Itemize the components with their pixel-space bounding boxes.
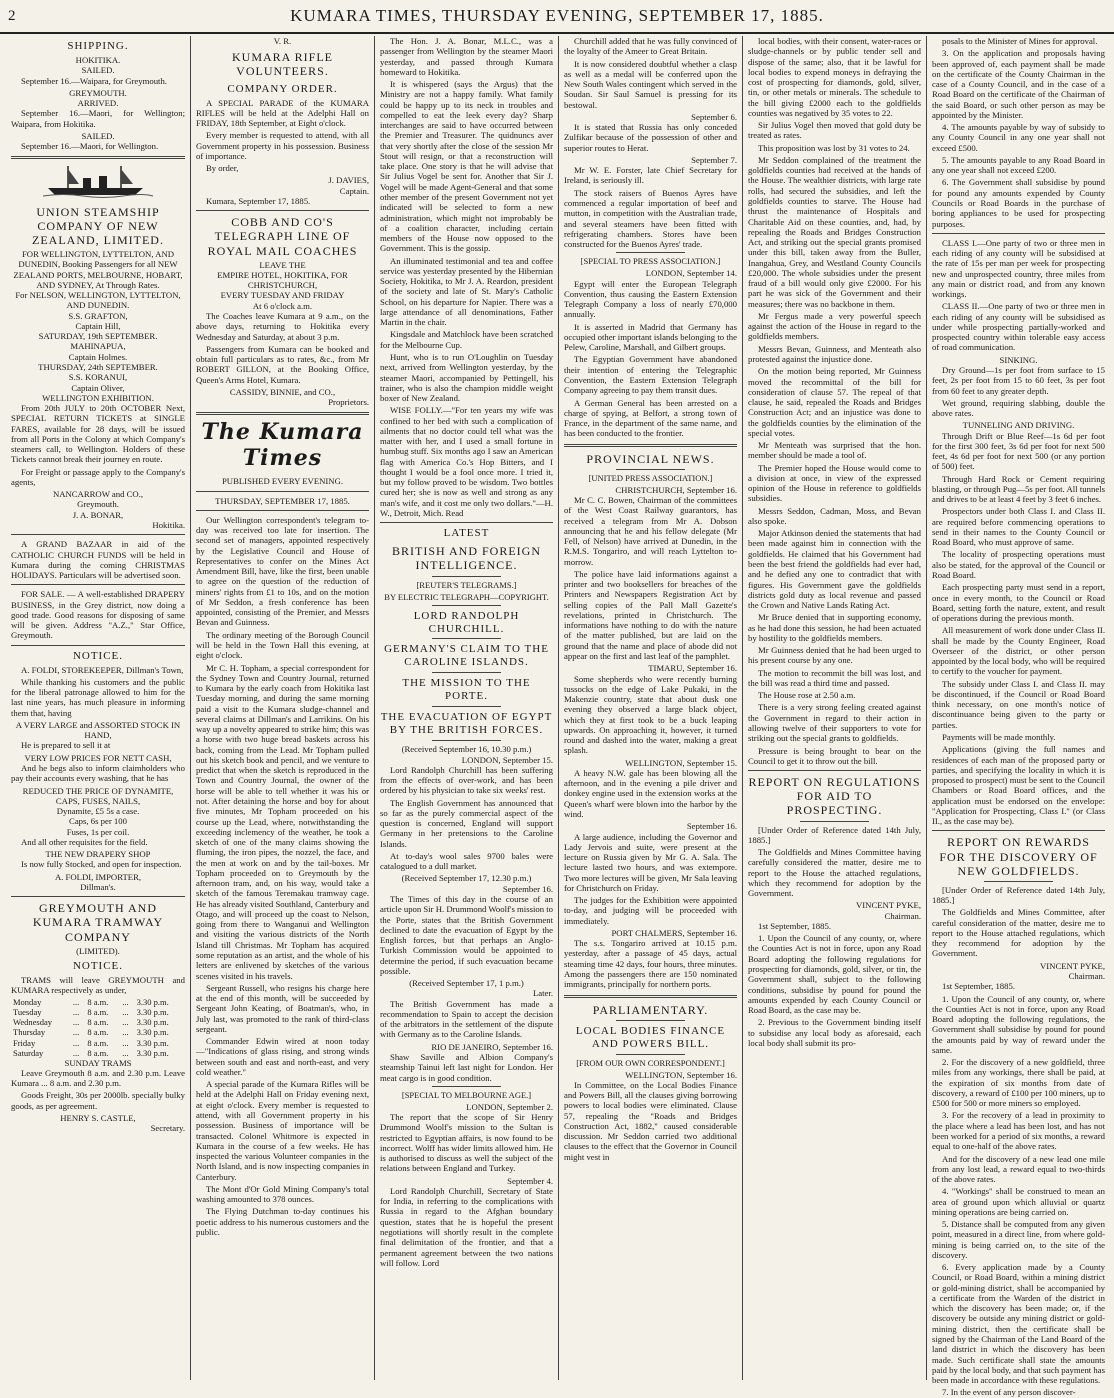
text-block: Every member is requested to attend, with all Government property in his possession. Business of importance. — [196, 130, 369, 161]
text-block: RIO DE JANEIRO, September 16. — [431, 1041, 553, 1052]
text-block: VERY LOW PRICES FOR NETT CASH, — [24, 752, 172, 763]
columns — [6, 36, 1110, 1398]
text-block: THURSDAY, SEPTEMBER 17, 1885. — [215, 495, 350, 506]
divider — [196, 510, 369, 511]
column-6 — [926, 36, 1110, 1398]
timetable-cell: ... — [122, 1017, 129, 1028]
divider — [616, 1054, 685, 1055]
text-block: Hunt, who is to run O'Loughlin on Tuesday next, arrived from Wellington yesterday, by the steamer Maori, accompanied by Pettingell, his trainer, who is also the champion middle weight boxer of New Zealand. — [380, 351, 553, 404]
timetable-cell: 8 a.m. — [87, 997, 109, 1008]
text-block: Prospectors under both Class I. and Class II. are required before commencing operations to send in their names to the County Council or Road Board, who must approve of same. — [932, 506, 1105, 548]
text-block: This proposition was lost by 31 votes to 24. — [758, 142, 910, 153]
text-block: Later. — [532, 988, 553, 999]
text-block: September 16.—Waipara, for Greymouth. — [21, 75, 167, 86]
timetable-cell: ... — [122, 1047, 129, 1058]
text-block: September 16. — [686, 821, 737, 832]
text-block: CLASS II.—One party of two or three men in each riding of any county will be subsidised as under while prospecting partially-worked and prospected country within tolerable easy access of road communication. — [932, 301, 1105, 353]
text-block: REDUCED THE PRICE OF DYNAMITE, CAPS, FUSES, NAILS, — [22, 785, 174, 806]
divider — [564, 995, 737, 998]
text-block: The Mont d'Or Gold Mining Company's total washing amounted to 378 ounces. — [196, 1183, 369, 1205]
text-block: From 20th JULY to 20th OCTOBER Next, SPECIAL RETURN TICKETS at SINGLE FARES, available for 28 days, will be issued from all Ports in the Colony at which Company's steamers call, to Wellington. Holders of these Tickets cannot break their journey en route. — [11, 403, 185, 465]
column-3 — [374, 36, 558, 1380]
text-block: 4. "Workings" shall be construed to mean an area of ground upon which alluvial or quartz mining operations are being carried on. — [932, 1186, 1105, 1217]
timetable-cell: 3.30 p.m. — [136, 1027, 169, 1038]
text-block: While thanking his customers and the public for the liberal patronage allowed to him for the last nine years, has much pleasure in informing them that, having — [11, 676, 185, 718]
text-block: SAILED. — [81, 130, 115, 141]
text-block: HOKITIKA. — [75, 54, 121, 65]
text-block: Hokitika. — [152, 520, 185, 530]
text-block: A SPECIAL PARADE of the KUMARA RIFLES will be held at the Adelphi Hall on FRIDAY, 18th September, at Eight o'clock. — [196, 97, 369, 129]
text-block: Passengers from Kumara can be booked and obtain full particulars as to rates, &c., from Mr ROBERT GILLON, at the Booking Office, Queen's Arms Hotel, Kumara. — [196, 343, 369, 385]
text-block: Mr Seddon complained of the treatment the goldfields counties had received at the hands of the House. The wealthier districts, with large rate rolls, had secured the subsidies, and left the goldfields counties to starve. The House had thrust the maintenance of Hospitals and Charitable Aid on these counties, and, had, by repealing the Roads and Bridges Construction Act, and striking out the special grants promised under this bill, taken away from the Buller, Inangahua, Grey, and Westland County Councils £20,000. The whole subsidies under the present fraud of a bill would only give £2000. For his part he was sick of the Government and their measures; there was no backbone in them. — [748, 154, 921, 309]
text-block: A heavy N.W. gale has been blowing all the afternoon, and in the evening a pile driver and donkey engine used in the extension works at the Queen's wharf were blown into the harbor by the wind. — [564, 767, 737, 819]
section-heading: LORD RANDOLPH CHURCHILL. — [413, 609, 520, 635]
headline: PARLIAMENTARY. — [592, 1002, 709, 1017]
column-4 — [558, 36, 742, 1380]
text-block: It is asserted in Madrid that Germany has occupied other important islands belonging to the Pelew, Caroline, Marshall, and Gilbert groups. — [564, 321, 737, 353]
text-block: Caps, 6s per 100 — [69, 816, 127, 827]
text-block: The judges for the Exhibition were appointed to-day, and judging will be proceeded with immediately. — [564, 895, 737, 926]
text-block: WELLINGTON, September 16. — [625, 1069, 737, 1080]
text-block: The motion to recommit the bill was lost, and the bill was read a third time and passed. — [748, 667, 921, 688]
text-block: Dillman's. — [80, 881, 116, 892]
text-block: Greymouth. — [77, 499, 119, 510]
text-block: Captain Hill, — [75, 320, 121, 331]
text-block: FOR SALE. — A well-established DRAPERY BUSINESS, in the Grey district, now doing a good trade. Good reasons for disposing of same will be given. Address "A.Z.," Star Office, Greymouth. — [11, 589, 185, 641]
text-block: It is whispered (says the Argus) that the Ministry are not a happy family. What family could be happy up to its neck in troubles and compelled to eat the leek every day? Sharp interchanges are said to have occurred between the Premier and Treasurer. The quidnuncs aver that very shortly after the close of the session Mr Stout will resign, or that a reconstruction will take place. One story is that he will advise that Sir Julius Vogel be sent for. Another that Sir J. Vogel will be made Agent-General and that some other member of the present Government not yet indicated will be selected to form a new administration, which might not improbably be of a coalition character, including certain members of the House now opposed to the Government. This is the gossip. — [380, 79, 553, 254]
text-block: (Received September 16, 10.30 p.m.) — [401, 744, 532, 755]
text-block: ARRIVED. — [77, 98, 119, 109]
text-block: WELLINGTON EXHIBITION. — [42, 392, 154, 403]
text-block: September 16.—Maori, for Wellington. — [21, 141, 159, 152]
timetable-cell: ... — [122, 1037, 129, 1048]
text-block: TUNNELING AND DRIVING. — [962, 420, 1075, 431]
headline: KUMARA RIFLE VOLUNTEERS. — [231, 50, 333, 79]
text-block: The Hon. J. A. Bonar, M.L.C., was a passenger from Wellington by the steamer Maori yesterday, and passed through Kumara homeward to Hokitika. — [380, 36, 553, 77]
timetable-row — [11, 1048, 185, 1058]
text-block: TRAMS will leave GREYMOUTH and KUMARA respectively as under, — [11, 974, 185, 996]
text-block: 1. Upon the Council of any county, or, where the Counties Act is not in force, upon any Road Board adopting the following regulations for prospecting for diamonds, gold, silver, or tin, the Government shall, subject to the following conditions, subsidise by pound for pound the amounts expended by each County Council or Road Board, as the case may be. — [748, 933, 921, 1016]
text-block: NANCARROW and CO., — [52, 489, 144, 500]
headline: BRITISH AND FOREIGN INTELLIGENCE. — [391, 544, 541, 573]
timetable-row — [11, 1017, 185, 1027]
text-block: WELLINGTON, September 15. — [625, 757, 737, 768]
headline: REPORT ON REGULATIONS FOR AID TO PROSPECTING. — [748, 775, 921, 818]
text-block: Lord Randolph Churchill has been suffering from the effects of over-work, and has been ordered by his physician to take six weeks' rest. — [380, 764, 553, 796]
section-heading: NOTICE. — [72, 959, 124, 972]
timetable-row — [11, 1007, 185, 1017]
source-line: [SPECIAL TO PRESS ASSOCIATION.] — [580, 256, 721, 267]
headline: GREYMOUTH AND KUMARA TRAMWAY COMPANY — [32, 901, 164, 944]
timetable-cell: ... — [72, 997, 80, 1008]
text-block: Captain Holmes. — [68, 351, 128, 362]
headline: COBB AND CO'S TELEGRAPH LINE OF ROYAL MAIL COACHES — [207, 215, 358, 258]
text-block: Major Atkinson denied the statements that had been made against him in connection with the goldfields. He claimed that his Government had been the best friend the goldfields had ever had, and he defied any one to contradict that with figures. His Government gave the goldfields districts gold duty as local revenue and passed the Crown and Native Lands Rating Act. — [748, 528, 921, 611]
text-block: 1st September, 1885. — [942, 981, 1016, 992]
timetable-row — [11, 997, 185, 1007]
timetable-cell: ... — [72, 1017, 80, 1028]
text-block: S.S. KORANUI, — [68, 372, 128, 383]
text-block: Secretary. — [150, 1123, 185, 1134]
text-block: 2. Previous to the Government binding itself to subsidise any local body as aforesaid, each local body shall submit its pro- — [748, 1017, 921, 1048]
text-block: (Received September 17, 1 p.m.) — [409, 978, 524, 989]
divider — [196, 210, 369, 211]
divider — [932, 233, 1105, 234]
text-block: Wet ground, requiring slabbing, double the above rates. — [932, 397, 1105, 419]
text-block: The locality of prospecting operations must also be stated, for the approval of the Council or Road Board. — [932, 549, 1105, 581]
timetable-cell: Friday — [13, 1037, 36, 1048]
divider — [564, 444, 737, 447]
text-block: The police have laid informations against a printer and two booksellers for breaches of the Printers and Newspapers Registration Act by selling copies of the Pall Mall Gazette's revelations, printed in Christchurch. The informations have nothing to do with the nature of the matter published, but are laid on the ground that the name and place of abode did not appear on the first and last leaf of the pamphlet. — [564, 568, 737, 661]
text-block: A VERY LARGE and ASSORTED STOCK IN HAND, — [15, 719, 181, 741]
text-block: Captain Oliver, — [71, 382, 125, 393]
text-block: 4. The amounts payable by way of subsidy to any County Council in any one year shall not exceed £500. — [932, 122, 1105, 153]
text-block: Messrs Bevan, Guinness, and Menteath also protested against the injustice done. — [748, 343, 921, 364]
section-heading: THE MISSION TO THE PORTE. — [402, 677, 531, 703]
text-block: 1. Upon the Council of any county, or, where the Counties Act is not in force, upon any Road Board adopting the following regulations, the Government shall subsidise by pound for pound the amounts paid by way of reward under the same. — [932, 993, 1105, 1055]
text-block: V. R. — [273, 36, 292, 46]
text-block: It is now considered doubtful whether a clasp as well as a medal will be conferred upon the New South Wales contingent which served in the Soudan. Sir Saul Samuel is pressing for its bestowal. — [564, 58, 737, 110]
divider — [616, 469, 685, 470]
timetable-cell: 3.30 p.m. — [136, 997, 169, 1008]
column-1 — [6, 36, 190, 1380]
timetable-row — [11, 1027, 185, 1037]
timetable-cell: 8 a.m. — [87, 1017, 109, 1028]
text-block: Sergeant Russell, who resigns his charge here at the end of this month, will be succeeded by Sergeant John Keating, of Boatman's, who, in July last, was promoted to the rank of third-class sergeant. — [196, 982, 369, 1034]
section-heading: LOCAL BODIES FINANCE AND POWERS BILL. — [575, 1024, 726, 1050]
text-block: LEAVE THE — [259, 259, 306, 270]
text-block: Pressure is being brought to bear on the Council to get it to throw out the bill. — [748, 745, 921, 766]
text-block: Through Drift or Blue Reef—1s 6d per foot for the first 300 feet, 3s 6d per foot for next 500 feet, 4s 6d per foot for next 500 (or any portion of 500) feet. — [932, 430, 1105, 472]
text-block: For Freight or passage apply to the Company's agents, — [11, 466, 185, 487]
text-block: SINKING. — [999, 354, 1038, 365]
text-block: Chairman. — [1068, 970, 1105, 981]
text-block: Mr Guinness denied that he had been urged to his present course by any one. — [748, 645, 921, 666]
timetable-cell: Thursday — [13, 1027, 46, 1038]
divider — [748, 770, 921, 771]
text-block: 7. In the event of any person discover- — [942, 1387, 1076, 1398]
text-block: Payments will be made monthly. — [942, 732, 1056, 742]
divider — [432, 576, 501, 577]
text-block: 5. The amounts payable to any Road Board in any one year shall not exceed £200. — [932, 154, 1105, 176]
timetable-row — [11, 1038, 185, 1048]
timetable-cell: 3.30 p.m. — [136, 1007, 169, 1018]
text-block: It is stated that Russia has only conceded Zulfikar because of the possession of other and superior routes to Herat. — [564, 122, 737, 153]
text-block: LONDON, September 14. — [645, 268, 737, 279]
text-block: Leave Greymouth 8 a.m. and 2.30 p.m. Leave Kumara ... 8 a.m. and 2.30 p.m. — [11, 1067, 185, 1089]
text-block: The Goldfields and Mines Committee having carefully considered the matter, desire me to report to the House the attached regulations, which they recommend for adoption by the Government. — [748, 847, 921, 899]
text-block: J. DAVIES, — [328, 175, 369, 186]
text-block: SAILED. — [81, 65, 115, 76]
text-block: 5. Distance shall be computed from any given point, measured in a direct line, from where gold-mining is being carried on, to the site of the discovery. — [932, 1219, 1105, 1260]
divider — [432, 1086, 501, 1087]
text-block: Mr W. E. Forster, late Chief Secretary for Ireland, is seriously ill. — [564, 165, 737, 186]
text-block: Captain. — [339, 185, 369, 196]
text-block: S.S. GRAFTON, — [68, 310, 128, 321]
text-block: SUNDAY TRAMS — [64, 1057, 132, 1068]
text-block: Goods Freight, 30s per 2000lb. specially bulky goods, as per agreement. — [11, 1090, 185, 1111]
text-block: HENRY S. CASTLE, — [60, 1112, 136, 1123]
text-block: VINCENT PYKE, — [856, 900, 921, 911]
text-block: The stock raisers of Buenos Ayres have commenced a regular importation of beef and mutton, in competition with the Australian trade, and several steamers have been fitted with refrigerating chambers. Stores have been constructed for the Buenos Ayres' trade. — [564, 187, 737, 250]
text-block: Sir Julius Vogel then moved that gold duty be treated as rates. — [748, 120, 921, 141]
timetable-cell: ... — [72, 1007, 80, 1018]
divider — [616, 1020, 685, 1021]
text-block: Chairman. — [884, 910, 921, 921]
text-block: A GRAND BAZAAR in aid of the CATHOLIC CHURCH FUNDS will be held in Kumara during the coming CHRISTMAS HOLIDAYS. Particulars will be advertised soon. — [11, 539, 185, 581]
timetable-cell: Monday — [13, 997, 42, 1008]
timetable-cell: 3.30 p.m. — [136, 1047, 169, 1058]
text-block: All measurement of work done under Class II. shall be made by the County Engineer, Road Overseer of the district, or other person appointed by the local body, who will be required to certify to the voucher for payment. — [932, 625, 1105, 677]
text-block: The report that the scope of Sir Henry Drummond Woolf's mission to the Sultan is restricted to Egyptian affairs, is now found to be incorrect. Wolff has wider limits allowed him. He is authorised to discuss as well the subject of the relations between England and Turkey. — [380, 1112, 553, 1174]
text-block: At to-day's wool sales 9700 bales were catalogued to a dull market. — [380, 850, 553, 872]
text-block: EVERY TUESDAY AND FRIDAY — [220, 290, 345, 301]
text-block: A. FOLDI, STOREKEEPER, Dillman's Town, — [21, 664, 184, 675]
text-block: FOR WELLINGTON, LYTTELTON, AND DUNEDIN, Booking Passengers for all NEW ZEALAND PORTS, MELBOURNE, HOBART, AND SYDNEY, At Through Rates. — [13, 249, 183, 290]
text-block: Is now fully Stocked, and open for inspection. — [21, 859, 182, 870]
section-heading: COMPANY ORDER. — [227, 82, 338, 95]
text-block: The Goldfields and Mines Committee, after careful consideration of the matter, desire me to report to the House attached regulations, which they recommend for adoption by the Government. — [932, 907, 1105, 959]
text-block: The Premier hoped the House would come to a division at once, in view of the expressed opinion of the House in reference to goldfields subsidies. — [748, 462, 921, 504]
text-block: And all other requisites for the field. — [21, 836, 148, 847]
divider — [196, 491, 369, 492]
timetable-cell: Saturday — [13, 1047, 44, 1058]
text-block: And for the discovery of a new lead one mile from any lost lead, a reward equal to two-thirds of the above rates. — [932, 1153, 1105, 1185]
text-block: Dynamite, £5 5s a case. — [56, 806, 140, 817]
text-block: At 6 o'clock a.m. — [252, 300, 313, 311]
text-block: PORT CHALMERS, September 16. — [611, 927, 737, 938]
text-block: MAHINAPUA, — [70, 341, 126, 352]
text-block: The House rose at 2.50 a.m. — [758, 690, 856, 701]
text-block: WISE FOLLY.—"For ten years my wife was confined to her bed with such a complication of ailments that no doctor could tell what was the matter with her, and I used a small fortune in humbug stuff. Six months ago I saw an American flag with America Co.'s Hop Bitters, and I thought I would be a fool once more. I tried it, but my follow proved to be wisdom. Two bottles cured her; she is now as well and strong as any man's wife, and it cost me only two dollars."—H. W., Detroit, Mich. Read — [380, 405, 553, 518]
text-block: Mr Bruce denied that in supporting economy, as he had done this session, he had been actuated by hostility to the goldfields members. — [748, 612, 921, 643]
timetable-cell: ... — [72, 1027, 80, 1038]
column-5 — [742, 36, 926, 1380]
text-block: [Under Order of Reference dated 14th July, 1885.] — [748, 824, 921, 845]
timetable-cell: 3.30 p.m. — [136, 1017, 169, 1028]
text-block: Shaw Saville and Albion Company's steamship Tainui left last night for London. Her meat cargo is in good condition. — [380, 1051, 553, 1083]
text-block: A German General has been arrested on a charge of spying, at Belfort, a strong town of France, in the department of the same name, and has been conducted to the frontier. — [564, 397, 737, 439]
text-block: LONDON, September 2. — [466, 1101, 553, 1112]
text-block: Messrs Seddon, Cadman, Moss, and Bevan also spoke. — [748, 505, 921, 526]
divider — [432, 706, 501, 707]
text-block: VINCENT PYKE, — [1040, 960, 1105, 971]
text-block: 2. For the discovery of a new goldfield, three miles from any workings, there shall be paid, at the expiration of six months from date of discovery, a reward of £100 per 100 miners, up to £500 for 500 or more miners so employed. — [932, 1057, 1105, 1109]
divider — [11, 534, 185, 535]
divider — [932, 830, 1105, 831]
text-block: PUBLISHED EVERY EVENING. — [221, 476, 344, 487]
text-block: September 6. — [691, 111, 737, 122]
headline: PROVINCIAL NEWS. — [586, 451, 715, 466]
headline: REPORT ON REWARDS FOR THE DISCOVERY OF NEW GOLDFIELDS. — [939, 835, 1098, 878]
text-block: 6. Every application made by a County Council, or Road Board, within a mining district or gold-mining district, shall be accompanied by a certificate from the Warden of the district in which the discovery has been made; or, if the discovery be outside any mining district or gold-mining district, then the certificate shall be signed by the Chairman of the Land Board of the land district in which the discovery has been made. Such certificate shall state the amounts paid by the local body, and that such payment has been made in accordance with these regulations. — [932, 1262, 1105, 1386]
newspaper-nameplate: The Kumara Times — [201, 419, 364, 472]
timetable-cell: 8 a.m. — [87, 1037, 109, 1048]
text-block: September 16. — [502, 883, 553, 894]
divider — [432, 605, 501, 606]
section-heading: NOTICE. — [72, 649, 124, 662]
text-block: 3. For the recovery of a lead in proximity to the place where a lead has been lost, and has not been worked for a period of six months, a reward equal to one-half of the above rates. — [932, 1110, 1105, 1152]
text-block: Mr Fergus made a very powerful speech against the action of the House in regard to the goldfields members. — [748, 310, 921, 342]
text-block: The English Government has announced that so far as the purely commercial aspect of the question is concerned, England will support Germany in her pretensions to the Caroline Islands. — [380, 797, 553, 849]
source-line: [UNITED PRESS ASSOCIATION.] — [588, 472, 713, 483]
headline: UNION STEAMSHIP COMPANY OF NEW ZEALAND, LIMITED. — [32, 204, 164, 247]
text-block: LONDON, September 15. — [461, 754, 553, 765]
divider — [196, 412, 369, 415]
text-block: A. FOLDI, IMPORTER, — [54, 871, 142, 882]
text-block: CHRISTCHURCH, September 16. — [615, 484, 737, 495]
divider — [616, 252, 685, 253]
timetable-cell: Wednesday — [13, 1017, 52, 1028]
text-block: There is a very strong feeling created against the Government in regard to their action in allowing twelve of their supporters to vote for striking out the special grants to goldfields. — [748, 702, 921, 744]
text-block: Our Wellington correspondent's telegram to-day was received too late for insertion. The second set of managers, appointed respectively by the Legislative Council and House of Representatives to confer on the Mines Act Amendment Bill, have, like the first, been unable to agree on the question of the reduction of miners' rights from £1 to 10s, and on the motion of Mr Seddon, a fresh conference has been appointed, consisting of the Premier, and Messrs Bevan and Guinness. — [196, 514, 369, 628]
text-block: The British Government has made a recommendation to Spain to accept the decision of the arbitrators in the settlement of the dispute with Germany as to the Caroline Islands. — [380, 998, 553, 1040]
text-block: September 7. — [691, 154, 737, 165]
text-block: J. A. BONAR, — [72, 509, 124, 520]
text-block: For NELSON, WELLINGTON, LYTTELTON, AND DUNEDIN. — [15, 290, 181, 311]
text-block: The ordinary meeting of the Borough Council will be held in the Town Hall this evening, at eight o'clock. — [196, 629, 369, 661]
text-block: Through Hard Rock or Cement requiring blasting, or through Pug—5s per foot. All tunnels and drives to be at least 4 feet by 3 feet 6 inches. — [932, 473, 1105, 505]
timetable-cell: ... — [72, 1037, 80, 1048]
divider — [11, 156, 185, 159]
section-heading: GERMANY'S CLAIM TO THE CAROLINE ISLANDS. — [384, 643, 549, 669]
text-block: An illuminated testimonial and tea and coffee service was yesterday presented by the Hibernian Society, Hokitika, to Mr J. A. Reardon, president of the society and late of St. Mary's Catholic School, on his departure for Napier. There was a large attendance of all denominations, Father Martin in the chair. — [380, 255, 553, 328]
timetable-cell: ... — [122, 1007, 129, 1018]
timetable-cell: 3.30 p.m. — [136, 1037, 169, 1048]
divider — [800, 821, 869, 822]
timetable-cell: Tuesday — [13, 1007, 42, 1018]
text-block: 6. The Government shall subsidise by pound for pound any amounts expended by County Councils or Road Boards in the purchase of boring appliances to be used for prospecting purposes. — [932, 177, 1105, 229]
text-block: THURSDAY, 24th SEPTEMBER. — [38, 362, 158, 373]
masthead — [0, 6, 1114, 34]
steamship-illustration — [11, 164, 185, 200]
divider — [432, 740, 501, 741]
text-block: Proprietors. — [328, 397, 369, 408]
source-line: [SPECIAL TO MELBOURNE AGE.] — [401, 1089, 532, 1100]
divider — [11, 645, 185, 646]
text-block: The Coaches leave Kumara at 9 a.m., on the above days, returning to Hokitika every Wednesday and Saturday, at about 3 p.m. — [196, 311, 369, 342]
text-block: Fuses, 1s per coil. — [66, 826, 130, 837]
text-block: (Received September 17, 12.30 p.m.) — [401, 873, 532, 884]
text-block: Mr C. H. Topham, a special correspondent for the Sydney Town and Country Journal, returned to Kumara by the early coach from Hokitika last Tuesday morning, and during the same morning paid a visit to the Kumara sludge-channel and several claims at Dillman's and Larrikins. On his way up a novelty appeared to strike him; this was a horse with two huge bread baskets across his back, coming from the Lead. Mr Topham pulled out his sketch book and pencil, and we venture to predict that when the sketch is reproduced in the Town and Country Journal, the owner of the horse will be able to tell whether it was his or not. After detaining the horse and boy for about five minutes, Mr Topham proceeded on his course up the Lead, where, notwithstanding the exceeding inclemency of the weather, he took a sketch of one of the many claims showing the fluming, the iron pipes, the nozzel, the face, and the men at work on and by the tail-boxes. Mr Topham proceeded on to Greymouth by the afternoon tram, and, on his way, would take a sketch of the famous Teremakau tramway cage. He has already visited Southland, Canterbury and Otago, and will proceed up the coast to Nelson, going from there to Wanganui and Wellington and visiting the various districts of the North Island till Christmas. Mr Topham has acquired some reputation as an artist, and the whole of his letters are enlivened by sketches of the various scenes visited in his travels. — [196, 662, 369, 981]
text-block: Some shepherds who were recently burning tussocks on the edge of Lake Pukaki, in the Makenzie country, state that about dusk one evening they observed a large black object, which they at first took to be a buck leaping upwards. On approaching it, however, it turned round and dashed into the water, making a great splash. — [564, 673, 737, 756]
text-block: A special parade of the Kumara Rifles will be held at the Adelphi Hall on Friday evening next, at eight o'clock. Every member is requested to attend, with all Government property in his possession. Business of importance will be transacted. Colonel Whitmore is expected in Kumara in the course of a few weeks. He has inspected the various Volunteer companies in the North Island, and is now inspecting companies in Canterbury. — [196, 1079, 369, 1182]
text-block: And he begs also to inform claimholders who pay their accounts every washing, that he has — [11, 763, 185, 784]
text-block: The Flying Dutchman to-day continues his poetic address to his numerous customers and the public. — [196, 1206, 369, 1237]
divider — [11, 584, 185, 585]
text-block: In Committee, on the Local Bodies Finance and Powers Bill, all the clauses giving borrowing powers to local bodies were eliminated. Clause 57, repealing the "Roads and Bridges Construction Act, 1882," caused considerable discussion. Mr Seddon carried two additional clauses to the effect that the Governor in Council might vest in — [564, 1079, 737, 1162]
section-heading: LATEST — [443, 527, 490, 540]
timetable-cell: ... — [72, 1047, 80, 1058]
text-block: local bodies, with their consent, water-races or sludge-channels or by public tender sell and dispose of the same; also, that it be lawful for local bodies to expend moneys in defraying the cost of prospecting for diamonds, gold, silver, tin, or other metals or minerals. The schedule to the bill giving £2000 each to the goldfields counties was negatived by 35 votes to 22. — [748, 36, 921, 118]
text-block: The subsidy under Class I. and Class II. may be discontinued, if the Council or Road Board think necessary, on one month's notice of discontinuance being given to the party or parties. — [932, 678, 1105, 730]
text-block: The Egyptian Government have abandoned their intention of entering the Telegraphic Convention, the Eastern Extension Telegraph Company agreeing to pay them transit dues. — [564, 354, 737, 396]
text-block: GREYMOUTH. — [69, 87, 127, 98]
text-block: September 16.—Maori, for Wellington; Waipara, from Hokitika. — [11, 108, 185, 129]
text-block: On the motion being reported, Mr Guinness moved the recommittal of the bill for consideration of clause 57. The repeal of that clause, he said, repealed the Roads and Bridges Construction Act; and an injustice was done to the goldfields counties by the elimination of the special votes. — [748, 366, 921, 438]
text-block: 1st September, 1885. — [758, 920, 832, 931]
text-block: Each prospecting party must send in a report, once in every month, to the Council or Road Board, setting forth the nature, extent, and result of operations during the previous month. — [932, 582, 1105, 624]
text-block: THE NEW DRAPERY SHOP — [45, 849, 151, 860]
text-block: Dry Ground—1s per foot from surface to 15 feet, 2s per foot from 15 to 60 feet, 3s per foot from 60 feet to any greater depth. — [932, 364, 1105, 396]
text-block: [Under Order of Reference dated 14th July, 1885.] — [932, 884, 1105, 906]
text-block: (LIMITED). — [76, 945, 120, 956]
divider — [11, 896, 185, 897]
newspaper-title: KUMARA TIMES, THURSDAY EVENING, SEPTEMBER 17, 1885. — [290, 6, 824, 25]
text-block: Lord Randolph Churchill, Secretary of State for India, in referring to the complications with Russia in regard to the Afghan boundary question, states that he is hopeful the present negotiations will shortly result in the complete final delimitation of the frontier, and that a permanent agreement between the two nations will follow. Lord — [380, 1185, 553, 1268]
timetable-cell: ... — [122, 1027, 129, 1038]
text-block: He is prepared to sell it at — [21, 740, 111, 751]
source-line: BY ELECTRIC TELEGRAPH—COPYRIGHT. — [384, 591, 549, 602]
text-block: CASSIDY, BINNIE, and CO., — [229, 386, 336, 397]
text-block: Mr C. C. Bowen, Chairman of the committees of the West Coast Railway guarantors, has received a telegram from Mr A. Dobson announcing that he and his fellow delegate (Mr Fell, of Nelson) have arrived at Dunedin, in the R.M.S. Tongariro, and will reach Lyttelton to-morrow. — [564, 495, 737, 567]
text-block: Egypt will enter the European Telegraph Convention, thus causing the Eastern Extension Telegraph Company a loss of nearly £70,000 annually. — [564, 278, 737, 320]
source-line: [REUTER'S TELEGRAMS.] — [416, 579, 517, 590]
text-block: Applications (giving the full names and residences of each man of the proposed party or parties, and specifying the locality in which it is proposed to prospect) must be sent to the Council Chambers or Road Board offices, and the application must be endorsed on the envelope: "Application for Prospecting, Class I." (or Class II., as the case may be). — [932, 744, 1105, 827]
source-line: [FROM OUR OWN CORRESPONDENT.] — [576, 1057, 725, 1068]
text-block: September 4. — [507, 1175, 553, 1186]
section-heading: SHIPPING. — [67, 40, 129, 52]
text-block: Kumara, September 17, 1885. — [206, 195, 311, 206]
timetable-cell: 8 a.m. — [87, 1047, 109, 1058]
column-2 — [190, 36, 374, 1380]
text-block: The s.s. Tongariro arrived at 10.15 p.m. yesterday, after a passage of 45 days, actual steaming time 42 days, four hours, three minutes. Among the passengers there are 150 nominated immigrants, principally for northern ports. — [564, 938, 737, 990]
text-block: The Times of this day in the course of an article upon Sir H. Drummond Woolf's mission to the Porte, states that the British Government declined to date the evacuation of Egypt by the English forces, but that perhaps an Anglo-Turkish Commission would be appointed to determine the period, if such evacuation became possible. — [380, 894, 553, 976]
text-block: By order, — [206, 163, 239, 174]
divider — [380, 522, 553, 523]
text-block: SATURDAY, 19th SEPTEMBER. — [38, 331, 158, 342]
text-block: Churchill added that he was fully convinced of the loyalty of the Ameer to Great Britain. — [564, 36, 737, 57]
text-block: EMPIRE HOTEL, HOKITIKA, FOR CHRISTCHURCH, — [217, 269, 348, 291]
text-block: TIMARU, September 16. — [648, 663, 737, 674]
timetable-cell: 8 a.m. — [87, 1027, 109, 1038]
page-number: 2 — [8, 8, 17, 24]
text-block: Mr Menteath was surprised that the hon. member should be made a tool of. — [748, 440, 921, 461]
text-block: A large audience, including the Governor and Lady Jervois and suite, were present at the lecture on Russia given by Mr G. A. Sala. The lecture lasted two hours, and was extempore. Two more lectures will be given, Mr Sala leaving for Christchurch on Friday. — [564, 831, 737, 893]
text-block: Kingsdale and Matchlock have been scratched for the Melbourne Cup. — [380, 329, 553, 350]
text-block: CLASS I.—One party of two or three men in each riding of any county will be subsidised at the rate of 15s per man per week for prospecting new and unprospected country, three miles from any main or district road, and from any known workings. — [932, 237, 1105, 300]
timetable-cell: 8 a.m. — [87, 1007, 109, 1018]
text-block: Commander Edwin wired at noon today—"Indications of glass rising, and strong winds between south and east and north-east, and very cold weather." — [196, 1036, 369, 1077]
text-block: posals to the Minister of Mines for approval. — [942, 36, 1098, 46]
text-block: 3. On the application and proposals having been approved of, each payment shall be made on the certificate of the County Chairman in the case of a County Council, and in the case of a Road Board on the certificate of the Chairman of the said Board, or such other person as may be appointed by the Minister. — [932, 48, 1105, 120]
timetable — [11, 997, 185, 1057]
divider — [432, 672, 501, 673]
divider — [432, 638, 501, 639]
divider — [984, 881, 1053, 882]
section-heading: THE EVACUATION OF EGYPT BY THE BRITISH FORCES. — [380, 711, 553, 737]
timetable-cell: ... — [122, 997, 129, 1008]
